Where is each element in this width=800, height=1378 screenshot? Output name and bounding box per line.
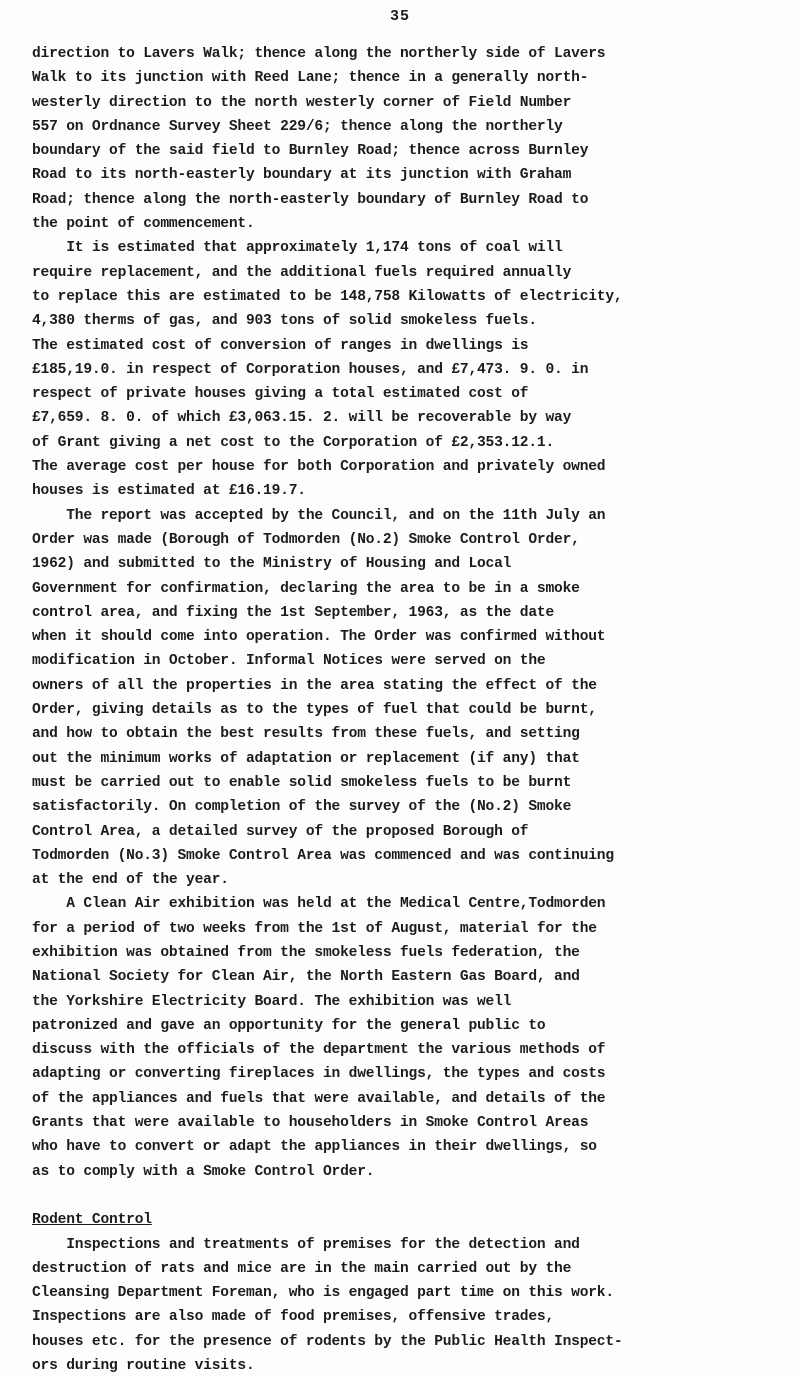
text-line: patronized and gave an opportunity for the general public to: [32, 1017, 546, 1034]
text-line: The report was accepted by the Council, and on the 11th July an: [32, 507, 606, 524]
text-line: National Society for Clean Air, the North Eastern Gas Board, and: [32, 969, 580, 986]
page-number: 35: [389, 8, 410, 25]
text-line: houses etc. for the presence of rodents by the Public Health Inspect-: [32, 1333, 623, 1350]
section-heading-rodent-control: Rodent Control: [32, 1212, 152, 1229]
text-line: discuss with the officials of the department the various methods of: [32, 1042, 606, 1059]
text-line: destruction of rats and mice are in the main carried out by the: [32, 1260, 572, 1277]
text-line: direction to Lavers Walk; thence along the northerly side of Lavers: [32, 46, 606, 62]
text-line: [32, 1184, 772, 1208]
text-line: Order was made (Borough of Todmorden (No.2) Smoke Control Order,: [32, 531, 580, 548]
text-line: when it should come into operation. The Order was confirmed without: [32, 629, 606, 646]
text-line: control area, and fixing the 1st September, 1963, as the date: [32, 604, 555, 621]
text-line: 1962) and submitted to the Ministry of Housing and Local: [32, 556, 512, 573]
report-body: [32, 42, 772, 1378]
text-line: Order, giving details as to the types of fuel that could be burnt,: [32, 702, 597, 719]
text-line: £185,19.0. in respect of Corporation houses, and £7,473. 9. 0. in: [32, 361, 589, 378]
text-line: Road; thence along the north-easterly boundary of Burnley Road to: [32, 191, 589, 208]
text-line: out the minimum works of adaptation or replacement (if any) that: [32, 750, 580, 767]
text-line: Inspections and treatments of premises for the detection and: [32, 1236, 580, 1253]
text-line: at the end of the year.: [32, 872, 229, 889]
text-line: Walk to its junction with Reed Lane; thence in a generally north-: [32, 70, 589, 87]
text-line: Inspections are also made of food premises, offensive trades,: [32, 1309, 555, 1326]
text-line: satisfactorily. On completion of the survey of the (No.2) Smoke: [32, 799, 572, 816]
text-line: It is estimated that approximately 1,174 tons of coal will: [32, 240, 563, 257]
text-line: Cleansing Department Foreman, who is engaged part time on this work.: [32, 1285, 614, 1302]
text-line: 4,380 therms of gas, and 903 tons of solid smokeless fuels.: [32, 313, 537, 330]
text-line: exhibition was obtained from the smokeless fuels federation, the: [32, 944, 580, 961]
text-line: Road to its north-easterly boundary at its junction with Graham: [32, 167, 572, 184]
text-line: the point of commencement.: [32, 216, 255, 233]
text-line: A Clean Air exhibition was held at the Medical Centre,Todmorden: [32, 896, 606, 913]
text-line: must be carried out to enable solid smokeless fuels to be burnt: [32, 774, 572, 791]
text-line: Grants that were available to householders in Smoke Control Areas: [32, 1115, 589, 1132]
text-line: respect of private houses giving a total estimated cost of: [32, 386, 529, 403]
text-line: require replacement, and the additional fuels required annually: [32, 264, 572, 281]
text-line: and how to obtain the best results from these fuels, and setting: [32, 726, 580, 743]
text-line: houses is estimated at £16.19.7.: [32, 483, 306, 500]
text-line: The estimated cost of conversion of ranges in dwellings is: [32, 337, 529, 354]
text-line: modification in October. Informal Notices were served on the: [32, 653, 546, 670]
text-line: Todmorden (No.3) Smoke Control Area was commenced and was continuing: [32, 847, 614, 864]
text-line: 557 on Ordnance Survey Sheet 229/6; thence along the northerly: [32, 118, 563, 135]
text-line: The average cost per house for both Corporation and privately owned: [32, 459, 606, 476]
text-line: who have to convert or adapt the appliances in their dwellings, so: [32, 1139, 597, 1156]
text-line: adapting or converting fireplaces in dwellings, the types and costs: [32, 1066, 606, 1083]
text-line: ors during routine visits.: [32, 1358, 255, 1375]
text-line: to replace this are estimated to be 148,758 Kilowatts of electricity,: [32, 288, 623, 305]
text-line: owners of all the properties in the area stating the effect of the: [32, 677, 597, 694]
text-line: westerly direction to the north westerly corner of Field Number: [32, 94, 572, 111]
text-line: of Grant giving a net cost to the Corporation of £2,353.12.1.: [32, 434, 555, 451]
text-line: as to comply with a Smoke Control Order.: [32, 1163, 375, 1180]
text-line: for a period of two weeks from the 1st of August, material for the: [32, 920, 597, 937]
text-line: £7,659. 8. 0. of which £3,063.15. 2. will be recoverable by way: [32, 410, 572, 427]
text-line: boundary of the said field to Burnley Road; thence across Burnley: [32, 143, 589, 160]
text-line: of the appliances and fuels that were available, and details of the: [32, 1090, 606, 1107]
text-line: Government for confirmation, declaring the area to be in a smoke: [32, 580, 580, 597]
text-line: Control Area, a detailed survey of the proposed Borough of: [32, 823, 529, 840]
text-line: the Yorkshire Electricity Board. The exhibition was well: [32, 993, 512, 1010]
